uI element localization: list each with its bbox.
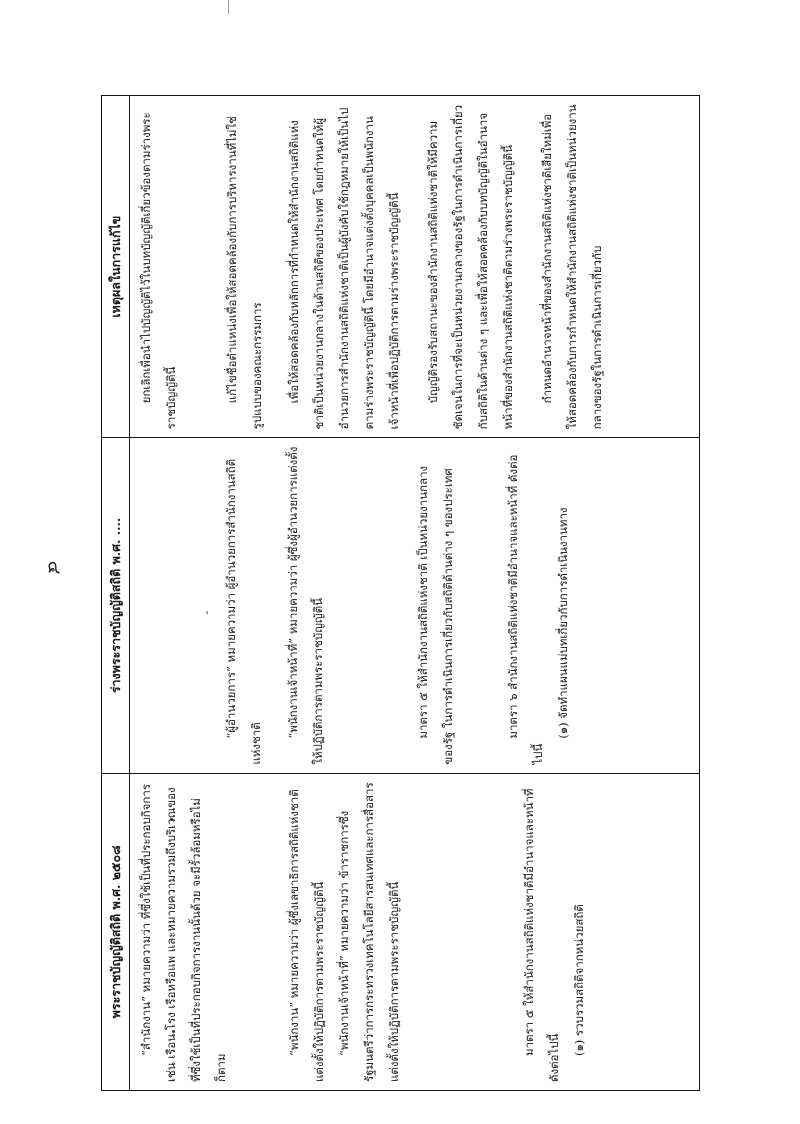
definition-director: “ผู้อำนวยการ” หมายความว่า ผู้อำนวยการสำนักงานสถิติแห่งชาติ	[224, 458, 263, 765]
column-reasons	[102, 96, 699, 437]
reason-1: ยกเลิกเพื่อนำไปบัญญัติไว้ในบทบัญญัติเกี่ยวข้องตามร่างพระราชบัญญัตินี้	[139, 112, 178, 430]
reason-4: บัญญัติรองรับสถานะของสำนักงานสถิติแห่งชาติให้มีความชัดเจนในการที่จะเป็นหน่วยงานกลางของรัฐในการดำเนินการเกี่ยวกับสถิติในด้านต่าง ๆ และเพื่อให้สอดคล้องกับบทบัญญัติในอำนาจหน้าที่ของสำนักงานสถิติแห่งชาติตามร่างพระราชบัญญัตินี้	[426, 104, 515, 430]
scan-mark	[228, 0, 229, 14]
definition-office: “สำนักงาน” หมายความว่า ที่ซึ่งใช้เป็นที่ประกอบกิจการ เช่น เรือน โรง เรือหรือแพ และหมายความรวมถึงบริเวณของที่ซึ่งใช้เป็นที่ประกอบกิจการงานนั้นด้วย จะมีรั้วล้อมหรือไม่ก็ตาม	[139, 784, 228, 1082]
section-5-item-1: (๑) รวบรวมสถิติจากหน่วยสถิติ	[572, 904, 586, 1056]
column-existing-law	[102, 773, 699, 1090]
page-number: ๔	[43, 560, 65, 575]
definition-officer-draft: “พนักงานเจ้าหน้าที่” หมายความว่า ผู้ซึ่งผู้อำนวยการแต่งตั้งให้ปฏิบัติการตามพระราชบัญญัตินี้	[286, 446, 325, 765]
dash-mark: -	[199, 610, 213, 615]
section-5: มาตรา ๕ ให้สำนักงานสถิติแห่งชาติมีอำนาจและหน้าที่ ดังต่อไปนี้	[522, 788, 561, 1082]
column-draft-law	[102, 437, 699, 772]
draft-section-6-item-1: (๑) จัดทำแผนแม่บทเกี่ยวกับการดำเนินงานทาง	[556, 507, 570, 739]
reason-2: แก้ไขชื่อตำแหน่งเพื่อให้สอดคล้องกับการบริหารงานที่ไม่ใช่รูปแบบของคณะกรรมการ	[225, 116, 264, 430]
rotated-page	[101, 95, 700, 1091]
definition-officer: “พนักงานเจ้าหน้าที่” หมายความว่า ข้าราชการซึ่งรัฐมนตรีว่าการกระทรวงเทคโนโลยีสารสนเทศและการสื่อสารแต่งตั้งให้ปฏิบัติการตามพระราชบัญญัตินี้	[337, 782, 401, 1082]
column-header: ร่างพระราชบัญญัติสถิติ พ.ศ. ....	[102, 438, 130, 772]
draft-section-5: มาตรา ๕ ให้สำนักงานสถิติแห่งชาติ เป็นหน่วยงานกลางของรัฐ ในการดำเนินการเกี่ยวกับสถิติด้านต่าง ๆ ของประเทศ	[416, 465, 455, 765]
column-header: พระราชบัญญัติสถิติ พ.ศ. ๒๕๐๘	[102, 774, 130, 1090]
column-header: เหตุผลในการแก้ไข	[102, 96, 130, 437]
definition-staff: “พนักงาน” หมายความว่า ผู้ซึ่งเลขาธิการสถิติแห่งชาติแต่งตั้งให้ปฏิบัติการตามพระราชบัญญัตินี้	[287, 789, 326, 1082]
comparison-table	[101, 95, 700, 1091]
reason-3: เพื่อให้สอดคล้องกับหลักการที่กำหนดให้สำนักงานสถิติแห่งชาติเป็นหน่วยงานกลางในด้านสถิติของประเทศ โดยกำหนดให้ผู้อำนวยการสำนักงานสถิติแห่งชาติเป็นผู้บังคับใช้กฎหมายให้เป็นไปตามร่างพระราชบัญญัตินี้ โดยมีอำนาจแต่งตั้งบุคคลเป็นพนักงานเจ้าหน้าที่เพื่อปฏิบัติการตามร่างพระราชบัญญัตินี้	[287, 107, 401, 430]
draft-section-6: มาตรา ๖ สำนักงานสถิติแห่งชาติมีอำนาจและหน้าที่ ดังต่อไปนี้	[506, 454, 545, 765]
reason-5: กำหนดอำนาจหน้าที่ของสำนักงานสถิติแห่งชาติเสียใหม่เพื่อให้สอดคล้องกับการกำหนดให้สำนักงานสถิติแห่งชาติเป็นหน่วยงานกลางของรัฐในการดำเนินการเกี่ยวกับ	[540, 104, 604, 430]
